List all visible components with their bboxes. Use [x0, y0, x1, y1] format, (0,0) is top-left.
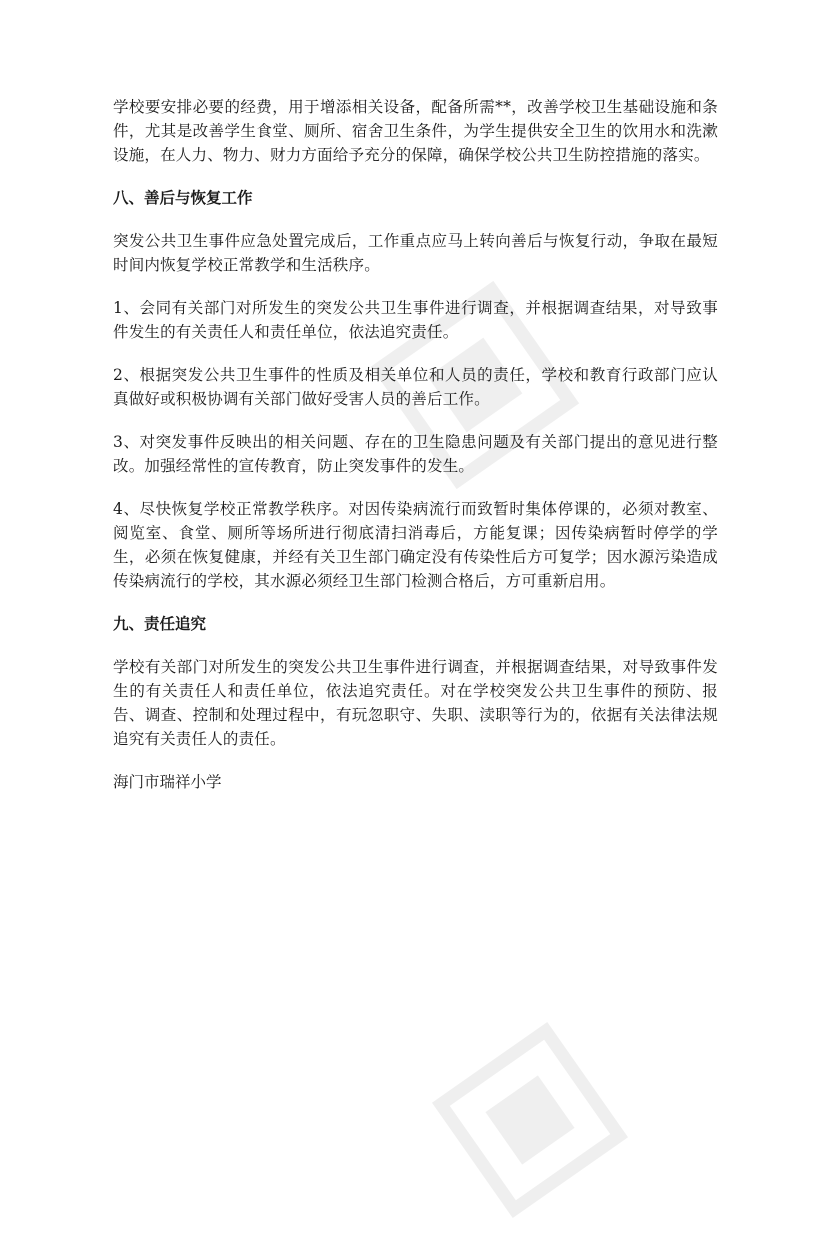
- list-item: 3、对突发事件反映出的相关问题、存在的卫生隐患问题及有关部门提出的意见进行整改。加强经常性的宣传教育，防止突发事件的发生。: [113, 433, 718, 475]
- signature-school-name: 海门市瑞祥小学: [113, 773, 222, 791]
- list-item: 4、尽快恢复学校正常教学秩序。对因传染病流行而致暂时集体停课的，必须对教室、阅览室、食堂、厕所等场所进行彻底清扫消毒后，方能复课；因传染病暂时停学的学生，必须在恢复健康，并经有关卫生部门确定没有传染性后方可复学；因水源污染造成传染病流行的学校，其水源必须经卫生部门检测合格后，方可重新启用。: [113, 500, 718, 590]
- paragraph-funding: 学校要安排必要的经费，用于增添相关设备，配备所需**，改善学校卫生基础设施和条件，尤其是改善学生食堂、厕所、宿舍卫生条件，为学生提供安全卫生的饮用水和洗漱设施，在人力、物力、财力方面给予充分的保障，确保学校公共卫生防控措施的落实。: [113, 98, 718, 164]
- list-item: 1、会同有关部门对所发生的突发公共卫生事件进行调查，并根据调查结果，对导致事件发生的有关责任人和责任单位，依法追究责任。: [113, 299, 718, 341]
- section-heading-accountability: 九、责任追究: [113, 615, 207, 633]
- watermark-graphic: [402, 997, 658, 1243]
- paragraph-accountability: 学校有关部门对所发生的突发公共卫生事件进行调查，并根据调查结果，对导致事件发生的有关责任人和责任单位，依法追究责任。对在学校突发公共卫生事件的预防、报告、调查、控制和处理过程中，有玩忽职守、失职、渎职等行为的，依据有关法律法规追究有关责任人的责任。: [113, 658, 718, 748]
- document-page: [113, 95, 718, 794]
- section-heading-aftermath: 八、善后与恢复工作: [113, 189, 253, 207]
- paragraph-aftermath-intro: 突发公共卫生事件应急处置完成后，工作重点应马上转向善后与恢复行动，争取在最短时间内恢复学校正常教学和生活秩序。: [113, 232, 718, 274]
- list-item: 2、根据突发公共卫生事件的性质及相关单位和人员的责任，学校和教育行政部门应认真做好或积极协调有关部门做好受害人员的善后工作。: [113, 366, 718, 408]
